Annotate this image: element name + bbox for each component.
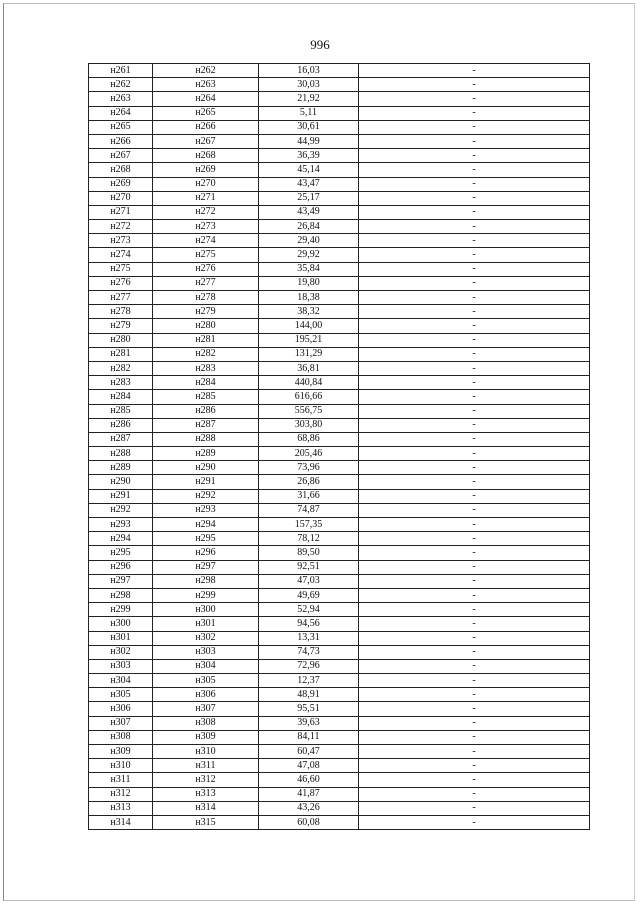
table-row bbox=[89, 120, 590, 134]
table-row bbox=[89, 546, 590, 560]
from-point-cell: н306 bbox=[89, 702, 153, 716]
from-point-cell: н266 bbox=[89, 134, 153, 148]
length-cell: 31,66 bbox=[259, 489, 359, 503]
from-point-cell: н264 bbox=[89, 106, 153, 120]
table-row bbox=[89, 603, 590, 617]
to-point-cell: н270 bbox=[153, 177, 259, 191]
to-point-cell: н289 bbox=[153, 447, 259, 461]
to-point-cell: н296 bbox=[153, 546, 259, 560]
note-cell: - bbox=[359, 688, 590, 702]
length-cell: 45,14 bbox=[259, 163, 359, 177]
to-point-cell: н314 bbox=[153, 801, 259, 815]
to-point-cell: н310 bbox=[153, 745, 259, 759]
from-point-cell: н292 bbox=[89, 503, 153, 517]
from-point-cell: н299 bbox=[89, 603, 153, 617]
note-cell: - bbox=[359, 191, 590, 205]
table-row bbox=[89, 291, 590, 305]
from-point-cell: н291 bbox=[89, 489, 153, 503]
from-point-cell: н311 bbox=[89, 773, 153, 787]
table-row bbox=[89, 475, 590, 489]
note-cell: - bbox=[359, 120, 590, 134]
note-cell: - bbox=[359, 163, 590, 177]
table-row bbox=[89, 347, 590, 361]
table-row bbox=[89, 305, 590, 319]
table-row bbox=[89, 532, 590, 546]
note-cell: - bbox=[359, 603, 590, 617]
to-point-cell: н312 bbox=[153, 773, 259, 787]
table-row bbox=[89, 262, 590, 276]
note-cell: - bbox=[359, 518, 590, 532]
note-cell: - bbox=[359, 319, 590, 333]
to-point-cell: н291 bbox=[153, 475, 259, 489]
length-cell: 205,46 bbox=[259, 447, 359, 461]
note-cell: - bbox=[359, 305, 590, 319]
from-point-cell: н284 bbox=[89, 390, 153, 404]
to-point-cell: н286 bbox=[153, 404, 259, 418]
to-point-cell: н308 bbox=[153, 716, 259, 730]
length-cell: 94,56 bbox=[259, 617, 359, 631]
from-point-cell: н279 bbox=[89, 319, 153, 333]
note-cell: - bbox=[359, 134, 590, 148]
length-cell: 43,49 bbox=[259, 205, 359, 219]
note-cell: - bbox=[359, 447, 590, 461]
length-cell: 29,40 bbox=[259, 234, 359, 248]
from-point-cell: н313 bbox=[89, 801, 153, 815]
table-row bbox=[89, 64, 590, 78]
to-point-cell: н306 bbox=[153, 688, 259, 702]
to-point-cell: н276 bbox=[153, 262, 259, 276]
table-row bbox=[89, 319, 590, 333]
table-row bbox=[89, 489, 590, 503]
note-cell: - bbox=[359, 149, 590, 163]
to-point-cell: н271 bbox=[153, 191, 259, 205]
length-cell: 30,61 bbox=[259, 120, 359, 134]
table-row bbox=[89, 773, 590, 787]
from-point-cell: н277 bbox=[89, 291, 153, 305]
to-point-cell: н292 bbox=[153, 489, 259, 503]
from-point-cell: н267 bbox=[89, 149, 153, 163]
from-point-cell: н274 bbox=[89, 248, 153, 262]
from-point-cell: н281 bbox=[89, 347, 153, 361]
from-point-cell: н276 bbox=[89, 276, 153, 290]
note-cell: - bbox=[359, 745, 590, 759]
from-point-cell: н262 bbox=[89, 78, 153, 92]
table-row bbox=[89, 333, 590, 347]
length-cell: 52,94 bbox=[259, 603, 359, 617]
length-cell: 303,80 bbox=[259, 418, 359, 432]
from-point-cell: н294 bbox=[89, 532, 153, 546]
to-point-cell: н311 bbox=[153, 759, 259, 773]
length-cell: 12,37 bbox=[259, 674, 359, 688]
table-row bbox=[89, 404, 590, 418]
note-cell: - bbox=[359, 92, 590, 106]
to-point-cell: н269 bbox=[153, 163, 259, 177]
from-point-cell: н287 bbox=[89, 432, 153, 446]
table-body bbox=[89, 64, 590, 830]
from-point-cell: н275 bbox=[89, 262, 153, 276]
note-cell: - bbox=[359, 432, 590, 446]
to-point-cell: н272 bbox=[153, 205, 259, 219]
note-cell: - bbox=[359, 560, 590, 574]
to-point-cell: н285 bbox=[153, 390, 259, 404]
from-point-cell: н309 bbox=[89, 745, 153, 759]
to-point-cell: н301 bbox=[153, 617, 259, 631]
length-cell: 30,03 bbox=[259, 78, 359, 92]
from-point-cell: н265 bbox=[89, 120, 153, 134]
note-cell: - bbox=[359, 645, 590, 659]
table-row bbox=[89, 234, 590, 248]
note-cell: - bbox=[359, 234, 590, 248]
length-cell: 72,96 bbox=[259, 659, 359, 673]
length-cell: 556,75 bbox=[259, 404, 359, 418]
table-row bbox=[89, 730, 590, 744]
note-cell: - bbox=[359, 702, 590, 716]
table-row bbox=[89, 659, 590, 673]
from-point-cell: н307 bbox=[89, 716, 153, 730]
note-cell: - bbox=[359, 617, 590, 631]
note-cell: - bbox=[359, 248, 590, 262]
note-cell: - bbox=[359, 376, 590, 390]
length-cell: 35,84 bbox=[259, 262, 359, 276]
from-point-cell: н271 bbox=[89, 205, 153, 219]
from-point-cell: н312 bbox=[89, 787, 153, 801]
length-cell: 74,73 bbox=[259, 645, 359, 659]
from-point-cell: н296 bbox=[89, 560, 153, 574]
to-point-cell: н305 bbox=[153, 674, 259, 688]
boundary-points-table bbox=[88, 63, 590, 830]
length-cell: 440,84 bbox=[259, 376, 359, 390]
to-point-cell: н283 bbox=[153, 361, 259, 375]
from-point-cell: н290 bbox=[89, 475, 153, 489]
table-row bbox=[89, 248, 590, 262]
from-point-cell: н268 bbox=[89, 163, 153, 177]
length-cell: 21,92 bbox=[259, 92, 359, 106]
length-cell: 68,86 bbox=[259, 432, 359, 446]
table-row bbox=[89, 205, 590, 219]
length-cell: 26,86 bbox=[259, 475, 359, 489]
from-point-cell: н289 bbox=[89, 461, 153, 475]
note-cell: - bbox=[359, 404, 590, 418]
from-point-cell: н270 bbox=[89, 191, 153, 205]
table-row bbox=[89, 631, 590, 645]
table-row bbox=[89, 787, 590, 801]
note-cell: - bbox=[359, 475, 590, 489]
note-cell: - bbox=[359, 588, 590, 602]
to-point-cell: н266 bbox=[153, 120, 259, 134]
note-cell: - bbox=[359, 546, 590, 560]
note-cell: - bbox=[359, 773, 590, 787]
note-cell: - bbox=[359, 276, 590, 290]
table-row bbox=[89, 220, 590, 234]
length-cell: 78,12 bbox=[259, 532, 359, 546]
length-cell: 44,99 bbox=[259, 134, 359, 148]
from-point-cell: н280 bbox=[89, 333, 153, 347]
length-cell: 95,51 bbox=[259, 702, 359, 716]
length-cell: 49,69 bbox=[259, 588, 359, 602]
to-point-cell: н302 bbox=[153, 631, 259, 645]
from-point-cell: н310 bbox=[89, 759, 153, 773]
note-cell: - bbox=[359, 291, 590, 305]
table-row bbox=[89, 645, 590, 659]
table-row bbox=[89, 191, 590, 205]
note-cell: - bbox=[359, 64, 590, 78]
note-cell: - bbox=[359, 177, 590, 191]
table-row bbox=[89, 574, 590, 588]
from-point-cell: н261 bbox=[89, 64, 153, 78]
note-cell: - bbox=[359, 631, 590, 645]
to-point-cell: н294 bbox=[153, 518, 259, 532]
table-row bbox=[89, 134, 590, 148]
table-row bbox=[89, 702, 590, 716]
length-cell: 41,87 bbox=[259, 787, 359, 801]
length-cell: 36,81 bbox=[259, 361, 359, 375]
table-row bbox=[89, 106, 590, 120]
from-point-cell: н288 bbox=[89, 447, 153, 461]
table-row bbox=[89, 617, 590, 631]
from-point-cell: н314 bbox=[89, 815, 153, 829]
to-point-cell: н293 bbox=[153, 503, 259, 517]
table-row bbox=[89, 149, 590, 163]
note-cell: - bbox=[359, 659, 590, 673]
table-row bbox=[89, 518, 590, 532]
to-point-cell: н300 bbox=[153, 603, 259, 617]
from-point-cell: н301 bbox=[89, 631, 153, 645]
to-point-cell: н268 bbox=[153, 149, 259, 163]
from-point-cell: н283 bbox=[89, 376, 153, 390]
length-cell: 616,66 bbox=[259, 390, 359, 404]
table-row bbox=[89, 78, 590, 92]
length-cell: 144,00 bbox=[259, 319, 359, 333]
note-cell: - bbox=[359, 787, 590, 801]
length-cell: 48,91 bbox=[259, 688, 359, 702]
length-cell: 26,84 bbox=[259, 220, 359, 234]
from-point-cell: н297 bbox=[89, 574, 153, 588]
to-point-cell: н304 bbox=[153, 659, 259, 673]
from-point-cell: н269 bbox=[89, 177, 153, 191]
table-row bbox=[89, 745, 590, 759]
table-row bbox=[89, 361, 590, 375]
length-cell: 19,80 bbox=[259, 276, 359, 290]
length-cell: 84,11 bbox=[259, 730, 359, 744]
length-cell: 46,60 bbox=[259, 773, 359, 787]
length-cell: 92,51 bbox=[259, 560, 359, 574]
note-cell: - bbox=[359, 801, 590, 815]
length-cell: 47,03 bbox=[259, 574, 359, 588]
note-cell: - bbox=[359, 205, 590, 219]
from-point-cell: н285 bbox=[89, 404, 153, 418]
length-cell: 43,26 bbox=[259, 801, 359, 815]
note-cell: - bbox=[359, 418, 590, 432]
to-point-cell: н265 bbox=[153, 106, 259, 120]
from-point-cell: н273 bbox=[89, 234, 153, 248]
to-point-cell: н284 bbox=[153, 376, 259, 390]
to-point-cell: н313 bbox=[153, 787, 259, 801]
to-point-cell: н267 bbox=[153, 134, 259, 148]
length-cell: 5,11 bbox=[259, 106, 359, 120]
length-cell: 157,35 bbox=[259, 518, 359, 532]
from-point-cell: н298 bbox=[89, 588, 153, 602]
table-row bbox=[89, 716, 590, 730]
from-point-cell: н303 bbox=[89, 659, 153, 673]
to-point-cell: н290 bbox=[153, 461, 259, 475]
to-point-cell: н275 bbox=[153, 248, 259, 262]
length-cell: 73,96 bbox=[259, 461, 359, 475]
to-point-cell: н287 bbox=[153, 418, 259, 432]
note-cell: - bbox=[359, 106, 590, 120]
note-cell: - bbox=[359, 716, 590, 730]
to-point-cell: н303 bbox=[153, 645, 259, 659]
from-point-cell: н293 bbox=[89, 518, 153, 532]
table-row bbox=[89, 376, 590, 390]
length-cell: 47,08 bbox=[259, 759, 359, 773]
table-row bbox=[89, 688, 590, 702]
to-point-cell: н279 bbox=[153, 305, 259, 319]
table-row bbox=[89, 390, 590, 404]
note-cell: - bbox=[359, 78, 590, 92]
length-cell: 195,21 bbox=[259, 333, 359, 347]
table-row bbox=[89, 447, 590, 461]
length-cell: 16,03 bbox=[259, 64, 359, 78]
to-point-cell: н295 bbox=[153, 532, 259, 546]
table-row bbox=[89, 163, 590, 177]
to-point-cell: н274 bbox=[153, 234, 259, 248]
from-point-cell: н304 bbox=[89, 674, 153, 688]
to-point-cell: н281 bbox=[153, 333, 259, 347]
length-cell: 38,32 bbox=[259, 305, 359, 319]
table-row bbox=[89, 560, 590, 574]
note-cell: - bbox=[359, 220, 590, 234]
table-row bbox=[89, 801, 590, 815]
page-number: 996 bbox=[310, 37, 330, 52]
to-point-cell: н277 bbox=[153, 276, 259, 290]
to-point-cell: н280 bbox=[153, 319, 259, 333]
from-point-cell: н286 bbox=[89, 418, 153, 432]
table-row bbox=[89, 432, 590, 446]
to-point-cell: н297 bbox=[153, 560, 259, 574]
note-cell: - bbox=[359, 489, 590, 503]
note-cell: - bbox=[359, 574, 590, 588]
from-point-cell: н272 bbox=[89, 220, 153, 234]
to-point-cell: н263 bbox=[153, 78, 259, 92]
length-cell: 74,87 bbox=[259, 503, 359, 517]
to-point-cell: н307 bbox=[153, 702, 259, 716]
note-cell: - bbox=[359, 361, 590, 375]
length-cell: 60,08 bbox=[259, 815, 359, 829]
note-cell: - bbox=[359, 262, 590, 276]
to-point-cell: н288 bbox=[153, 432, 259, 446]
from-point-cell: н302 bbox=[89, 645, 153, 659]
from-point-cell: н282 bbox=[89, 361, 153, 375]
from-point-cell: н305 bbox=[89, 688, 153, 702]
table-row bbox=[89, 815, 590, 829]
from-point-cell: н295 bbox=[89, 546, 153, 560]
note-cell: - bbox=[359, 390, 590, 404]
length-cell: 13,31 bbox=[259, 631, 359, 645]
from-point-cell: н300 bbox=[89, 617, 153, 631]
length-cell: 89,50 bbox=[259, 546, 359, 560]
table-row bbox=[89, 177, 590, 191]
from-point-cell: н263 bbox=[89, 92, 153, 106]
from-point-cell: н278 bbox=[89, 305, 153, 319]
note-cell: - bbox=[359, 503, 590, 517]
length-cell: 18,38 bbox=[259, 291, 359, 305]
table-row bbox=[89, 461, 590, 475]
to-point-cell: н264 bbox=[153, 92, 259, 106]
note-cell: - bbox=[359, 333, 590, 347]
to-point-cell: н273 bbox=[153, 220, 259, 234]
to-point-cell: н315 bbox=[153, 815, 259, 829]
from-point-cell: н308 bbox=[89, 730, 153, 744]
length-cell: 131,29 bbox=[259, 347, 359, 361]
note-cell: - bbox=[359, 347, 590, 361]
note-cell: - bbox=[359, 730, 590, 744]
length-cell: 29,92 bbox=[259, 248, 359, 262]
note-cell: - bbox=[359, 815, 590, 829]
table-row bbox=[89, 418, 590, 432]
table-row bbox=[89, 92, 590, 106]
table-row bbox=[89, 588, 590, 602]
length-cell: 60,47 bbox=[259, 745, 359, 759]
to-point-cell: н298 bbox=[153, 574, 259, 588]
length-cell: 25,17 bbox=[259, 191, 359, 205]
to-point-cell: н282 bbox=[153, 347, 259, 361]
length-cell: 43,47 bbox=[259, 177, 359, 191]
to-point-cell: н278 bbox=[153, 291, 259, 305]
table-row bbox=[89, 674, 590, 688]
table-row bbox=[89, 759, 590, 773]
note-cell: - bbox=[359, 532, 590, 546]
to-point-cell: н262 bbox=[153, 64, 259, 78]
table-row bbox=[89, 503, 590, 517]
note-cell: - bbox=[359, 674, 590, 688]
length-cell: 39,63 bbox=[259, 716, 359, 730]
note-cell: - bbox=[359, 461, 590, 475]
length-cell: 36,39 bbox=[259, 149, 359, 163]
note-cell: - bbox=[359, 759, 590, 773]
to-point-cell: н299 bbox=[153, 588, 259, 602]
table-row bbox=[89, 276, 590, 290]
to-point-cell: н309 bbox=[153, 730, 259, 744]
